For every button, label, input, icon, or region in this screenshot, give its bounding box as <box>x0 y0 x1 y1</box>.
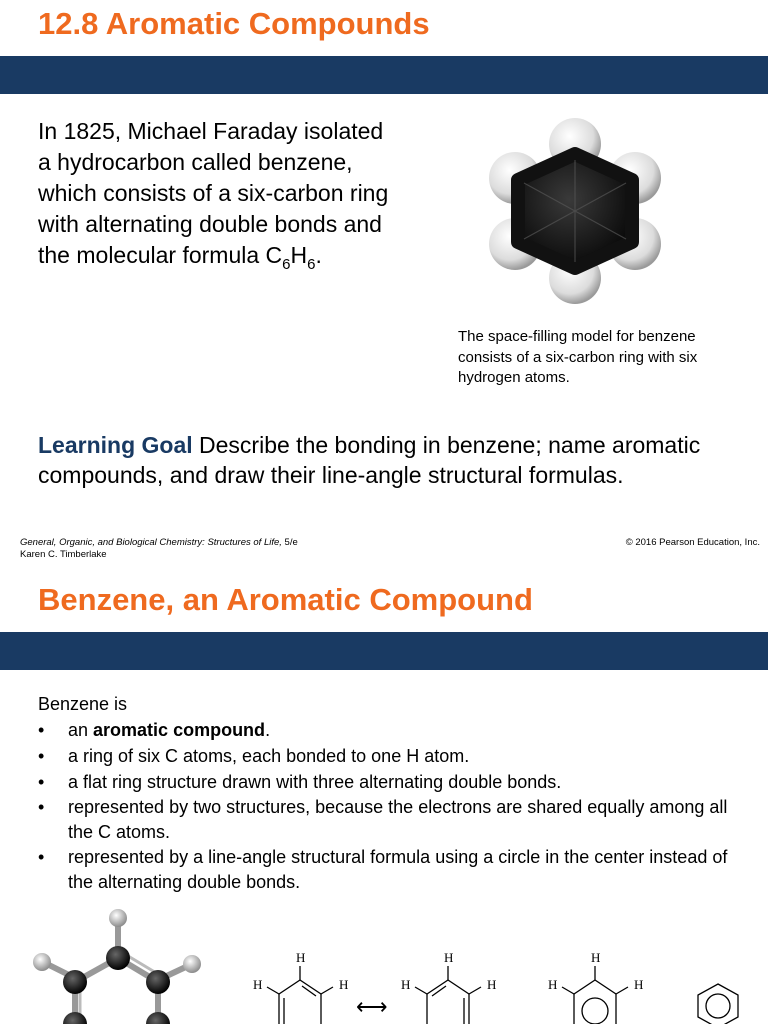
atom-label-h: H <box>548 977 558 992</box>
bullet-item: • a flat ring structure drawn with three alternating double bonds. <box>38 769 728 795</box>
intro-paragraph <box>38 116 398 280</box>
bullet-item: • represented by two structures, because the electrons are shared equally among all the C atoms. <box>38 795 728 845</box>
model-caption: The space-filling model for benzene consists of a six-carbon ring with six hydrogen atoms. <box>458 328 698 386</box>
footer-edition: 5/e <box>281 537 298 548</box>
slide-title: Benzene, an Aromatic Compound <box>38 582 533 617</box>
slide-benzene-aromatic <box>0 566 768 1024</box>
learning-goal <box>38 430 728 490</box>
hydrogen-symbol: H <box>290 242 308 268</box>
title-band <box>0 56 768 94</box>
resonance-arrow: ⟷ <box>356 994 388 1019</box>
kekule-structure-2 <box>393 946 503 1024</box>
benzene-ball-and-stick-model <box>20 906 220 1024</box>
benzene-circle-structure <box>540 946 650 1024</box>
atom-label-h: H <box>591 950 601 965</box>
atom-label-h: H <box>444 950 454 965</box>
atom-label-h: H <box>339 977 349 992</box>
bullet-bold-term: aromatic compound <box>93 720 266 740</box>
footer-book-title: General, Organic, and Biological Chemistry: Structures of Life, <box>20 537 282 548</box>
benzene-line-angle-formula <box>690 976 750 1024</box>
bullet-item: • represented by a line-angle structural formula using a circle in the center instead of the alternating double bonds. <box>38 845 728 895</box>
benzene-intro: Benzene is <box>38 694 128 714</box>
footer-author: Karen C. Timberlake <box>20 549 107 560</box>
footer-citation <box>20 537 298 561</box>
intro-text: In 1825, Michael Faraday isolated a hydrocarbon called benzene, which consists of a six-carbon ring with alternating double bonds and the molecular formula C <box>38 118 389 268</box>
atom-label-h: H <box>634 977 644 992</box>
atom-label-h: H <box>487 977 497 992</box>
bullet-item <box>38 717 728 743</box>
bullet-period: . <box>265 720 271 740</box>
learning-goal-label: Learning Goal <box>38 432 193 458</box>
subscript-carbon: 6 <box>282 256 291 273</box>
bullet-item: • a ring of six C atoms, each bonded to one H atom. <box>38 743 728 769</box>
learning-goal-text: Describe the bonding in benzene; name aromatic compounds, and draw their line-angle structural formulas. <box>38 432 701 488</box>
kekule-structure-1 <box>245 946 355 1024</box>
atom-label-h: H <box>253 977 263 992</box>
bullet-text: an <box>68 720 94 740</box>
benzene-space-filling-model <box>480 116 670 306</box>
benzene-description <box>38 691 728 895</box>
atom-label-h: H <box>296 950 306 965</box>
slide-title: 12.8 Aromatic Compounds <box>38 6 430 41</box>
title-band <box>0 632 768 670</box>
footer-copyright: © 2016 Pearson Education, Inc. <box>625 537 760 548</box>
subscript-hydrogen: 6 <box>307 256 316 273</box>
intro-period: . <box>315 242 322 268</box>
atom-label-h: H <box>401 977 411 992</box>
